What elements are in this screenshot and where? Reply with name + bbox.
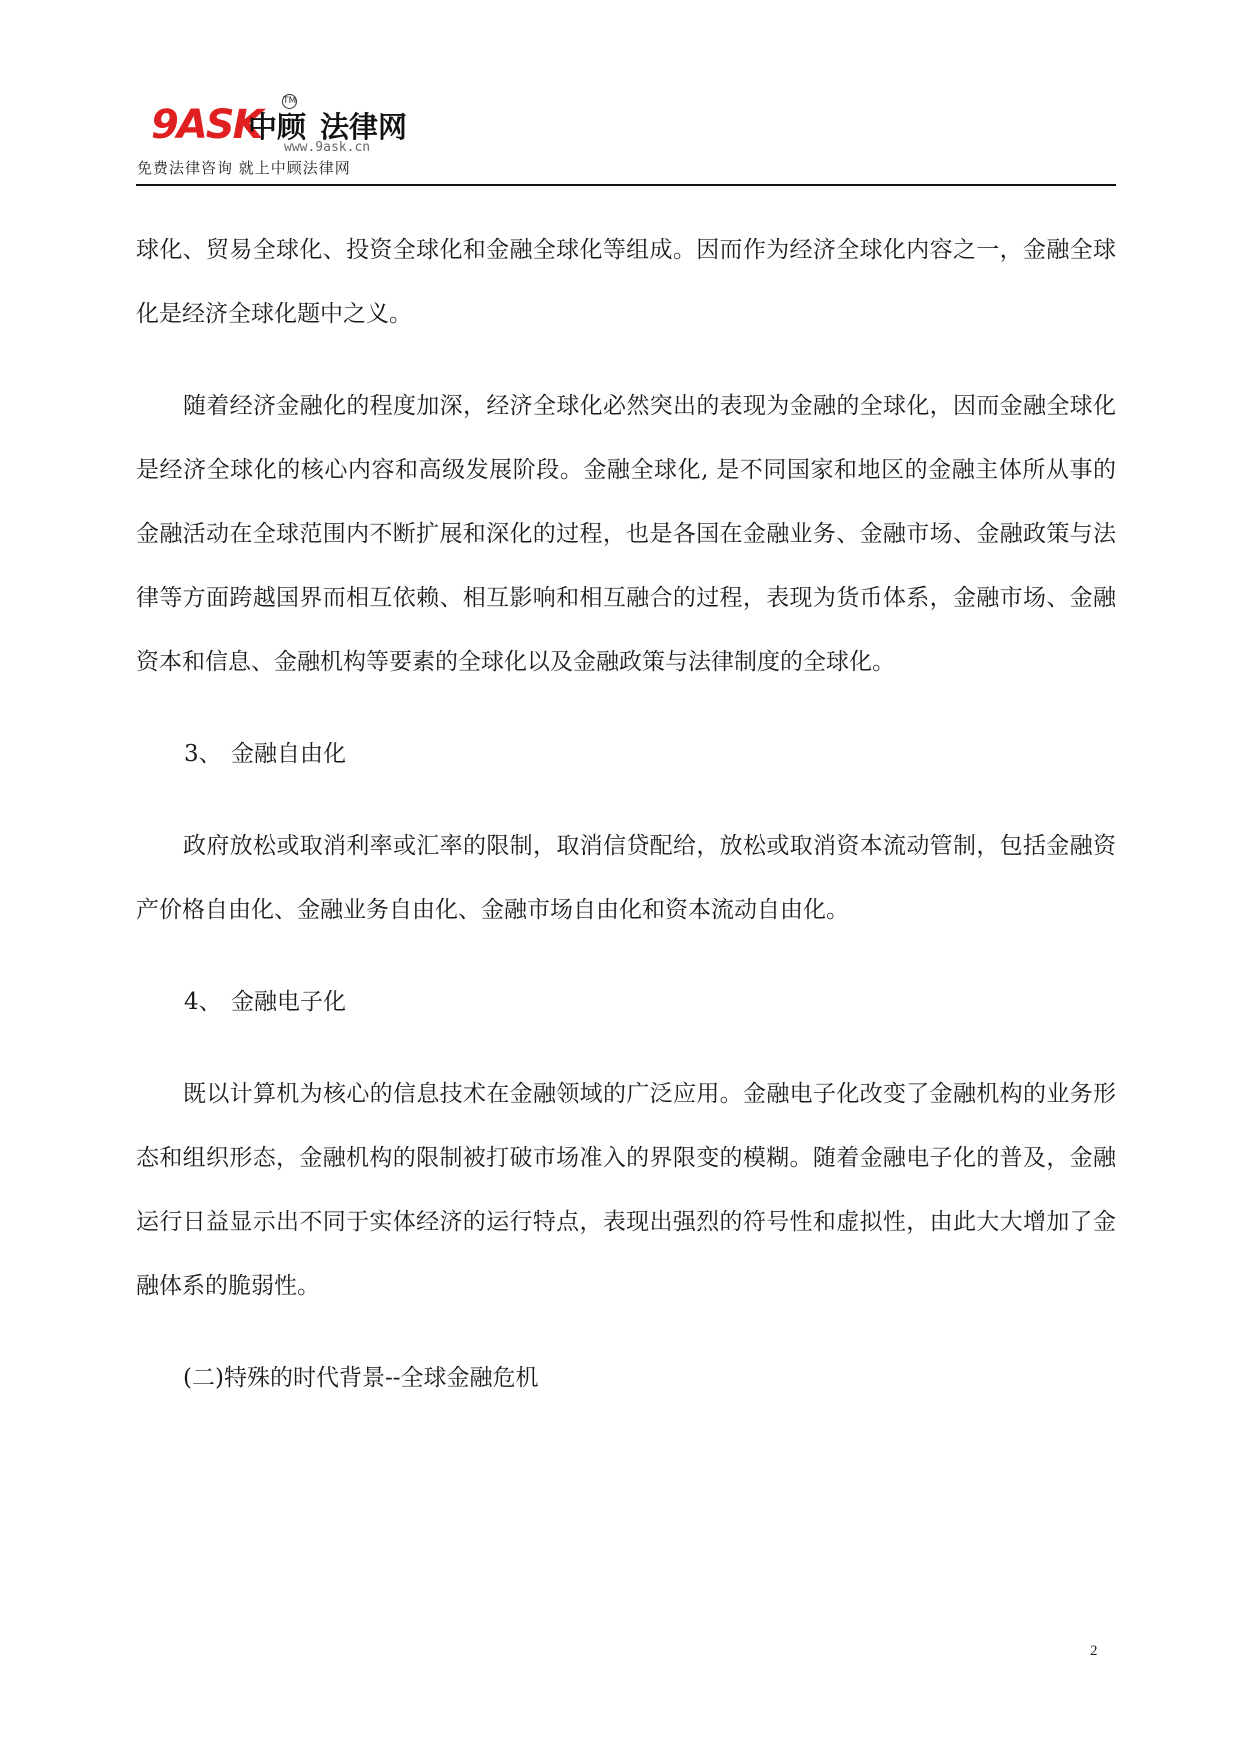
section-heading-4: [136, 970, 1116, 1034]
heading-number: 3、: [184, 741, 222, 767]
paragraph-4: 既以计算机为核心的信息技术在金融领域的广泛应用。金融电子化改变了金融机构的业务形态和组织形态，金融机构的限制被打破市场准入的界限变的模糊。随着金融电子化的普及，金融运行日益显示出不同于实体经济的运行特点，表现出强烈的符号性和虚拟性，由此大大增加了金融体系的脆弱性。: [136, 1081, 1116, 1299]
logo-slogan: 免费法律咨询 就上中顾法律网: [137, 159, 351, 177]
spacer: [136, 1034, 1116, 1062]
logo-cn-part2: 法律网: [320, 110, 408, 144]
trademark-icon: TM: [282, 94, 297, 109]
section-heading-3: [136, 722, 1116, 786]
site-logo[interactable]: [136, 90, 436, 180]
heading-text: 金融自由化: [231, 741, 346, 767]
spacer: [136, 1318, 1116, 1346]
page-number: 2: [1090, 1643, 1098, 1659]
spacer: [136, 346, 1116, 374]
logo-mark: 9ASK: [151, 102, 262, 148]
logo-url: www.9ask.cn: [284, 140, 371, 155]
spacer: [136, 786, 1116, 814]
paragraph-1: 球化、贸易全球化、投资全球化和金融全球化等组成。因而作为经济全球化内容之一，金融全球化是经济全球化题中之义。: [136, 237, 1116, 327]
page-header: [136, 90, 1116, 185]
header-divider: [136, 184, 1116, 186]
logo-cn-part1: 中顾: [248, 110, 307, 144]
paragraph-3: 政府放松或取消利率或汇率的限制，取消信贷配给，放松或取消资本流动管制，包括金融资产价格自由化、金融业务自由化、金融市场自由化和资本流动自由化。: [136, 833, 1116, 923]
section-heading-2: (二)特殊的时代背景--全球金融危机: [183, 1365, 539, 1391]
heading-text: 金融电子化: [231, 989, 346, 1015]
spacer: [136, 694, 1116, 722]
spacer: [136, 942, 1116, 970]
heading-number: 4、: [184, 989, 222, 1015]
document-body: [136, 218, 1116, 1410]
paragraph-2: 随着经济金融化的程度加深，经济全球化必然突出的表现为金融的全球化，因而金融全球化是经济全球化的核心内容和高级发展阶段。金融全球化, 是不同国家和地区的金融主体所从事的金融活动在全球范围内不断扩展和深化的过程，也是各国在金融业务、金融市场、金融政策与法律等方面跨越国界而相互依赖、相互影响和相互融合的过程，表现为货币体系，金融市场、金融资本和信息、金融机构等要素的全球化以及金融政策与法律制度的全球化。: [136, 393, 1116, 675]
